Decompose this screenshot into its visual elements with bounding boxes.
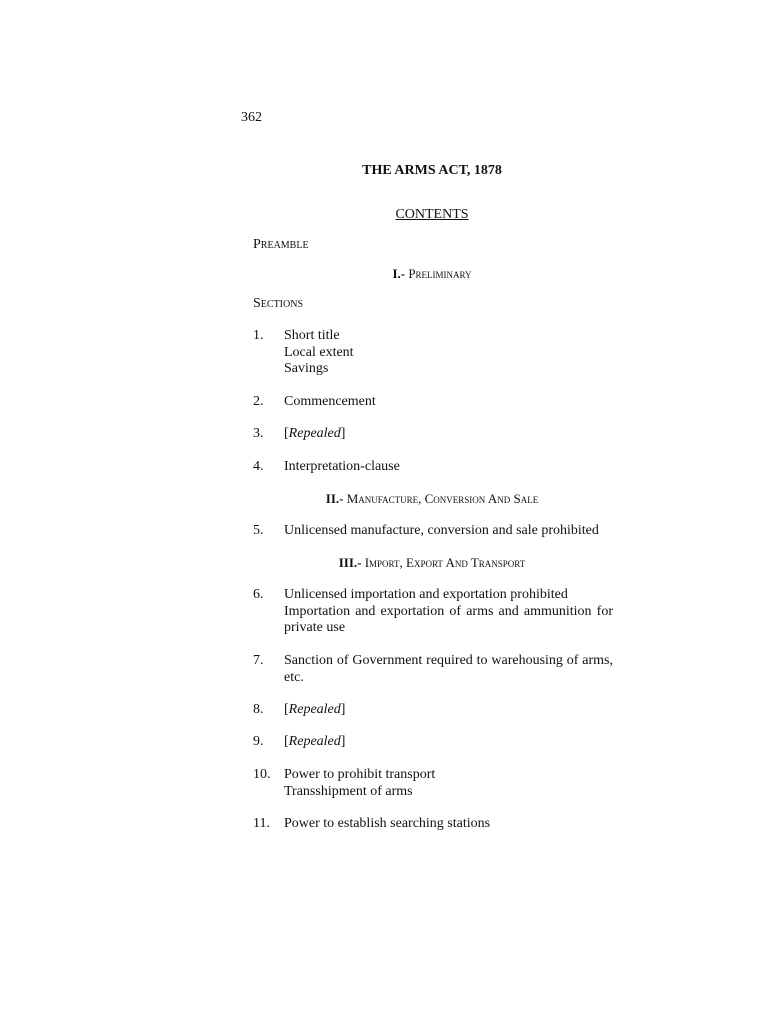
contents-entry-2 bbox=[253, 394, 613, 411]
contents-entry-10 bbox=[253, 767, 613, 800]
entry-line: Sanction of Government required to warehousing of arms, etc. bbox=[284, 653, 613, 685]
repealed-text: Repealed bbox=[288, 702, 341, 717]
part-heading-2 bbox=[240, 491, 624, 507]
contents-entry-7 bbox=[253, 653, 613, 686]
entry-line: Power to prohibit transport bbox=[284, 767, 436, 782]
contents-entry-4 bbox=[253, 459, 613, 476]
page-number: 362 bbox=[241, 110, 262, 125]
entry-line-repealed: [Repealed] bbox=[284, 734, 346, 749]
entry-number: 8. bbox=[253, 702, 264, 717]
contents-entry-1 bbox=[253, 328, 613, 378]
part-number: II.- bbox=[325, 491, 344, 506]
contents-entry-6 bbox=[253, 587, 613, 637]
contents-entry-9 bbox=[253, 734, 613, 751]
entry-line: Unlicensed importation and exportation prohibited bbox=[284, 587, 568, 602]
entry-line: Interpretation-clause bbox=[284, 459, 400, 474]
entry-number: 3. bbox=[253, 426, 264, 441]
contents-entry-8 bbox=[253, 702, 613, 719]
sections-label: Sections bbox=[253, 296, 304, 311]
entry-number: 10. bbox=[253, 767, 271, 782]
entry-line: Short title bbox=[284, 328, 340, 343]
contents-entry-5 bbox=[253, 523, 613, 540]
entry-line: Unlicensed manufacture, conversion and sale prohibited bbox=[284, 523, 599, 538]
part-heading-1 bbox=[240, 266, 624, 282]
part-heading-3 bbox=[240, 555, 624, 571]
repealed-text: Repealed bbox=[288, 734, 341, 749]
entry-number: 7. bbox=[253, 653, 264, 668]
entry-line: Local extent bbox=[284, 344, 354, 360]
entry-line: Transshipment of arms bbox=[284, 783, 413, 799]
entry-number: 6. bbox=[253, 587, 264, 602]
entry-line-repealed: [Repealed] bbox=[284, 702, 346, 717]
entry-line: Importation and exportation of arms and ammunition for private use bbox=[284, 603, 613, 635]
entry-number: 9. bbox=[253, 734, 264, 749]
repealed-text: Repealed bbox=[288, 426, 341, 441]
preamble-label: Preamble bbox=[253, 237, 309, 252]
entry-line: Savings bbox=[284, 361, 329, 376]
part-title: Preliminary bbox=[408, 266, 472, 281]
entry-number: 1. bbox=[253, 328, 264, 343]
entry-number: 2. bbox=[253, 394, 264, 409]
entry-line-repealed: [Repealed] bbox=[284, 426, 346, 441]
document-title: THE ARMS ACT, 1878 bbox=[362, 163, 502, 178]
entry-number: 5. bbox=[253, 523, 264, 538]
contents-heading: CONTENTS bbox=[395, 207, 469, 222]
part-number: I.- bbox=[392, 266, 406, 281]
entry-number: 11. bbox=[253, 816, 270, 831]
contents-entry-3 bbox=[253, 426, 613, 443]
part-number: III.- bbox=[338, 555, 362, 570]
entry-line: Power to establish searching stations bbox=[284, 816, 491, 831]
entry-number: 4. bbox=[253, 459, 264, 474]
entry-line: Commencement bbox=[284, 394, 376, 409]
part-title: Import, Export And Transport bbox=[364, 555, 526, 570]
contents-entry-11 bbox=[253, 816, 613, 833]
part-title: Manufacture, Conversion And Sale bbox=[346, 491, 539, 506]
